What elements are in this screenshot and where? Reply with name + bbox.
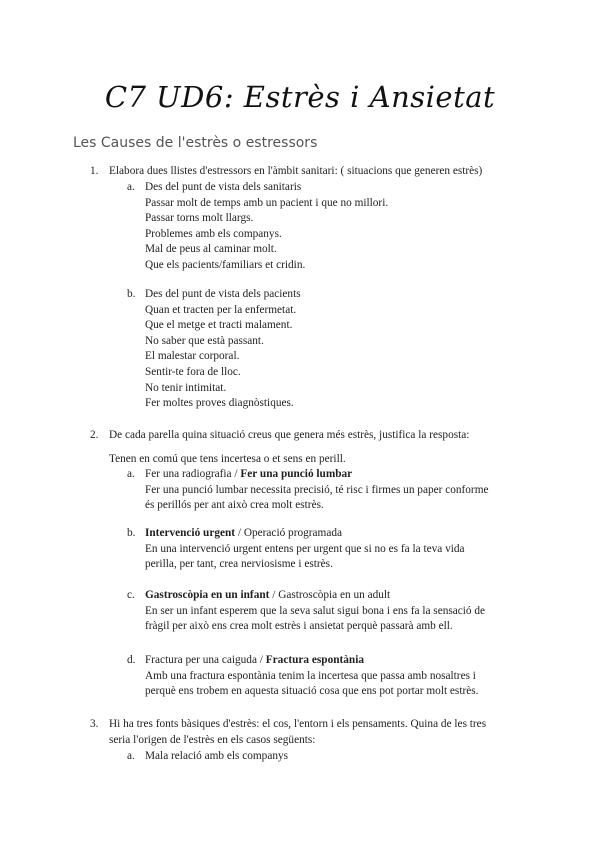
q1-item-b-heading: Des del punt de vista dels pacients	[145, 288, 301, 300]
answer-line: En una intervenció urgent entens per urgent que si no es fa la teva vida	[145, 542, 465, 555]
q1-item-a-heading: Des del punt de vista dels sanitaris	[145, 181, 302, 193]
option-normal: Fer una radiografia /	[145, 468, 241, 480]
question-1-text: Elabora dues llistes d'estressors en l'àmbit sanitari: ( situacions que generen estrès)	[109, 165, 483, 177]
question-2-text: De cada parella quina situació creus que genera més estrès, justifica la resposta:	[109, 429, 470, 441]
option-bold: Gastroscòpia en un infant	[145, 589, 270, 601]
answer-line: Fer una punció lumbar necessita precisió, té risc i firmes un paper conforme	[145, 483, 489, 496]
q2-item-a	[145, 467, 489, 514]
option-normal: Fractura per una caiguda /	[145, 654, 266, 666]
answer-line: En ser un infant esperem que la seva salut sigui bona i ens fa la sensació de	[145, 604, 486, 617]
q2-item-d-options	[145, 653, 478, 669]
q1-item-b	[145, 287, 301, 412]
list-item: No tenir intimitat.	[145, 381, 227, 394]
list-item: Mal de peus al caminar molt.	[145, 243, 277, 256]
list-item: Quan et tracten per la enfermetat.	[145, 303, 297, 316]
q2-item-c-options	[145, 588, 485, 604]
q2-item-d-letter: d.	[127, 654, 136, 666]
q3-item-a-heading: Mala relació amb els companys	[145, 750, 289, 762]
q2-item-d	[145, 653, 478, 700]
q2-item-c	[145, 588, 485, 635]
q2-item-b-options	[145, 526, 465, 542]
question-2-intro: Tenen en comú que tens incertesa o et sens en perill.	[109, 453, 346, 465]
list-item: Problemes amb els companys.	[145, 227, 282, 240]
list-item: Que el metge et tracti malament.	[145, 319, 293, 332]
question-3-line: Hi ha tres fonts bàsiques d'estrès: el cos, l'entorn i els pensaments. Quina de les tres	[109, 718, 487, 730]
option-normal: / Operació programada	[235, 527, 343, 539]
option-bold: Intervenció urgent	[145, 527, 236, 539]
list-item: Passar torns molt llargs.	[145, 212, 254, 225]
q2-item-b-letter: b.	[127, 527, 136, 539]
option-normal: / Gastroscòpia en un adult	[269, 589, 391, 601]
list-item: El malestar corporal.	[145, 350, 240, 363]
question-3-text	[109, 717, 486, 748]
answer-line: perilla, per tant, crea nerviosisme i estrès.	[145, 558, 333, 571]
list-item: No saber que està passant.	[145, 334, 264, 347]
q3-item-a-letter: a.	[127, 750, 135, 762]
list-item: Fer moltes proves diagnòstiques.	[145, 397, 294, 410]
list-item: Que els pacients/familiars et cridin.	[145, 258, 306, 271]
section-heading: Les Causes de l'estrès o estressors	[73, 135, 318, 151]
answer-line: perquè ens trobem en aquesta situació cosa que ens pot portar molt estrès.	[145, 685, 479, 698]
option-bold: Fer una punció lumbar	[240, 468, 353, 480]
q2-item-a-options	[145, 467, 489, 483]
q2-item-b	[145, 526, 465, 573]
q2-item-a-letter: a.	[127, 468, 135, 480]
q1-item-a-letter: a.	[127, 181, 135, 193]
question-2-number: 2.	[90, 429, 99, 441]
q2-item-c-letter: c.	[127, 589, 135, 601]
list-item: Passar molt de temps amb un pacient i que no millori.	[145, 196, 389, 209]
page-title: C7 UD6: Estrès i Ansietat	[104, 80, 496, 114]
list-item: Sentir-te fora de lloc.	[145, 365, 241, 378]
q1-item-a	[145, 180, 388, 274]
answer-line: fràgil per això ens crea molt estrès i ansietat perquè passarà amb ell.	[145, 620, 453, 633]
answer-line: Amb una fractura espontània tenim la incertesa que passa amb nosaltres i	[145, 669, 476, 682]
question-3-line: seria l'origen de l'estrès en els casos següents:	[109, 733, 316, 746]
question-1-number: 1.	[90, 165, 99, 177]
option-bold: Fractura espontània	[265, 654, 364, 666]
q1-item-b-letter: b.	[127, 288, 136, 300]
question-3-number: 3.	[90, 718, 99, 730]
answer-line: és perillós per ant això crea molt estrès.	[145, 499, 324, 512]
